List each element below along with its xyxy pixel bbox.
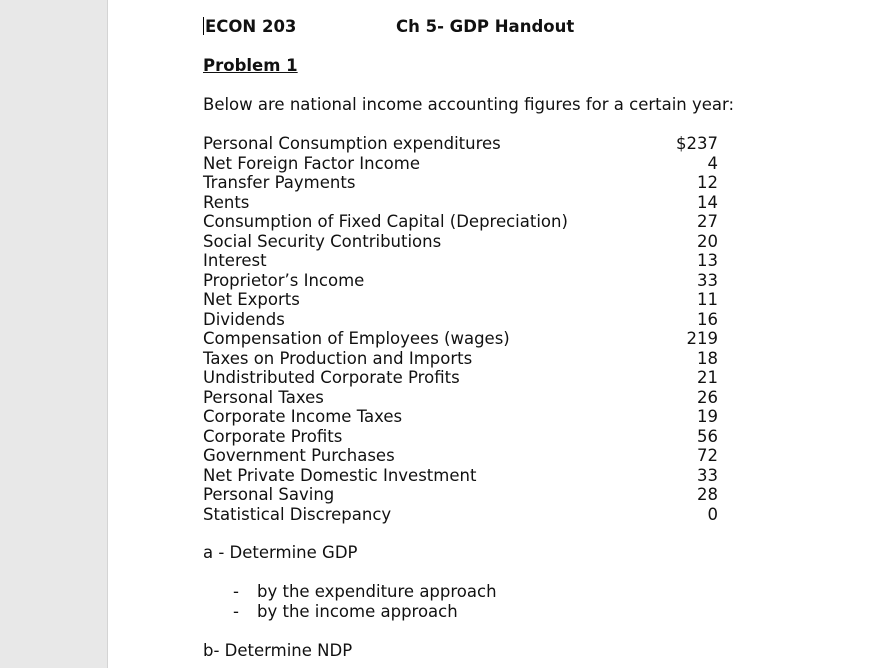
document-page[interactable] [108, 0, 881, 668]
list-item [203, 271, 763, 291]
problem-heading: Problem 1 [203, 56, 298, 75]
item-value: 14 [697, 192, 718, 212]
list-item [203, 427, 763, 447]
list-item [203, 310, 763, 330]
item-value: 26 [697, 387, 718, 407]
question-b: b- Determine NDP [203, 641, 353, 660]
item-value: 0 [707, 504, 718, 524]
item-value: 56 [697, 426, 718, 446]
question-a-sub-list [203, 582, 763, 622]
document-content[interactable] [203, 17, 763, 661]
list-item [203, 251, 763, 271]
list-item [203, 349, 763, 369]
item-label: Interest [203, 251, 267, 270]
item-label: Dividends [203, 309, 285, 329]
item-value: 19 [697, 407, 718, 426]
item-value: 11 [697, 290, 718, 309]
item-label: Consumption of Fixed Capital (Depreciation) [203, 212, 568, 231]
item-label: Statistical Discrepancy [203, 504, 392, 524]
item-value: 219 [686, 329, 718, 348]
list-item [203, 154, 763, 174]
item-value: 12 [697, 173, 718, 192]
item-value: $237 [676, 134, 718, 153]
handout-title: Ch 5- GDP Handout [396, 17, 575, 36]
item-label: Compensation of Employees (wages) [203, 329, 510, 348]
item-label: Government Purchases [203, 446, 395, 465]
problem-intro: Below are national income accounting figures for a certain year: [203, 95, 735, 114]
item-label: Net Private Domestic Investment [203, 465, 477, 485]
sub-item-text: by the expenditure approach [257, 582, 497, 601]
list-item [203, 485, 763, 505]
list-item [203, 173, 763, 193]
course-code-text: ECON 203 [205, 17, 297, 36]
list-item [203, 466, 763, 486]
item-value: 16 [697, 309, 718, 329]
item-value: 4 [707, 153, 718, 173]
list-item [203, 212, 763, 232]
list-item [203, 368, 763, 388]
item-label: Personal Consumption expenditures [203, 134, 501, 153]
course-code [203, 17, 296, 37]
item-label: Transfer Payments [203, 173, 356, 192]
list-item [203, 134, 763, 154]
item-label: Personal Saving [203, 485, 335, 504]
item-label: Taxes on Production and Imports [203, 348, 473, 368]
item-label: Personal Taxes [203, 387, 324, 407]
list-item [203, 407, 763, 427]
list-item [203, 388, 763, 408]
dash-bullet: - [233, 602, 239, 621]
list-item [203, 290, 763, 310]
item-label: Net Foreign Factor Income [203, 153, 421, 173]
item-label: Undistributed Corporate Profits [203, 368, 460, 387]
item-label: Rents [203, 192, 250, 212]
list-item [203, 505, 763, 525]
item-label: Corporate Income Taxes [203, 407, 403, 426]
question-a: a - Determine GDP [203, 543, 358, 562]
item-label: Corporate Profits [203, 426, 343, 446]
text-cursor [203, 17, 204, 35]
sub-item-text: by the income approach [257, 602, 458, 621]
list-item [203, 193, 763, 213]
accounting-figures-list [203, 134, 763, 524]
list-item [203, 446, 763, 466]
sub-list-item [203, 602, 763, 622]
item-label: Proprietor’s Income [203, 270, 365, 290]
item-label: Net Exports [203, 290, 300, 309]
document-header [203, 17, 763, 37]
left-margin-gutter [0, 0, 108, 668]
list-item [203, 329, 763, 349]
item-value: 13 [697, 251, 718, 270]
item-value: 20 [697, 231, 718, 251]
item-value: 72 [697, 446, 718, 465]
item-value: 33 [697, 465, 718, 485]
item-label: Social Security Contributions [203, 231, 442, 251]
sub-list-item [203, 582, 763, 602]
item-value: 21 [697, 368, 718, 387]
list-item [203, 232, 763, 252]
item-value: 33 [697, 270, 718, 290]
dash-bullet: - [233, 582, 239, 601]
item-value: 18 [697, 348, 718, 368]
item-value: 28 [697, 485, 718, 504]
item-value: 27 [697, 212, 718, 231]
